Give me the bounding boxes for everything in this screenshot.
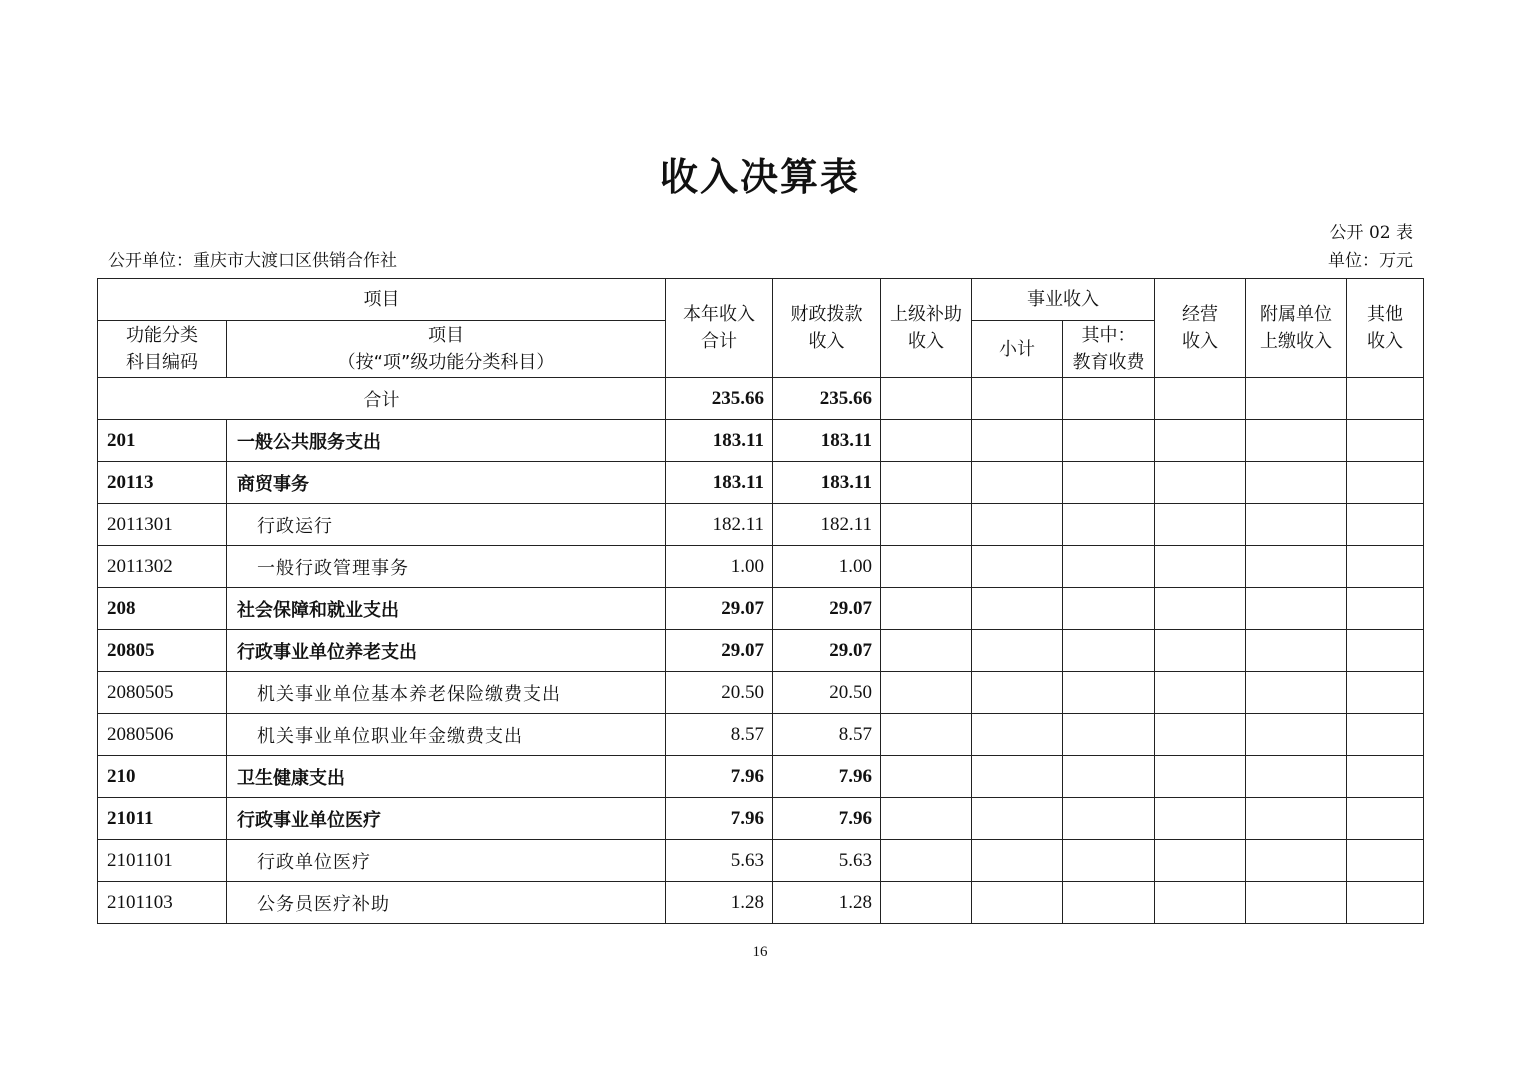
- row-code: 2101103: [98, 882, 227, 924]
- empty-cell: [972, 756, 1063, 798]
- row-total: 182.11: [666, 504, 773, 546]
- table-row: [98, 672, 1424, 714]
- row-name: 社会保障和就业支出: [227, 588, 666, 630]
- row-fiscal: 7.96: [773, 798, 881, 840]
- row-code: 20805: [98, 630, 227, 672]
- total-row: [98, 378, 1424, 420]
- empty-cell: [972, 798, 1063, 840]
- empty-cell: [1246, 630, 1347, 672]
- row-code: 21011: [98, 798, 227, 840]
- page-title: 收入决算表: [659, 155, 860, 199]
- empty-cell: [1063, 420, 1155, 462]
- empty-cell: [881, 672, 972, 714]
- table-row: [98, 714, 1424, 756]
- empty-cell: [1155, 798, 1246, 840]
- empty-cell: [1347, 714, 1424, 756]
- row-total: 1.28: [666, 882, 773, 924]
- income-table: [97, 278, 1424, 924]
- empty-cell: [1347, 840, 1424, 882]
- total-fiscal: 235.66: [773, 378, 881, 420]
- empty-cell: [1155, 420, 1246, 462]
- header-superior: 上级补助 收入: [881, 279, 972, 378]
- row-name: 卫生健康支出: [227, 756, 666, 798]
- row-total: 29.07: [666, 630, 773, 672]
- empty-cell: [1155, 882, 1246, 924]
- total-amount: 235.66: [666, 378, 773, 420]
- row-name: 公务员医疗补助: [227, 882, 666, 924]
- row-name: 机关事业单位基本养老保险缴费支出: [227, 672, 666, 714]
- table-row: [98, 882, 1424, 924]
- row-total: 1.00: [666, 546, 773, 588]
- empty-cell: [1063, 504, 1155, 546]
- row-fiscal: 1.28: [773, 882, 881, 924]
- table-row: [98, 588, 1424, 630]
- header-other: 其他 收入: [1347, 279, 1424, 378]
- empty-cell: [1063, 882, 1155, 924]
- row-name: 行政事业单位养老支出: [227, 630, 666, 672]
- row-fiscal: 183.11: [773, 462, 881, 504]
- row-fiscal: 183.11: [773, 420, 881, 462]
- empty-cell: [972, 630, 1063, 672]
- header-affiliate: 附属单位 上缴收入: [1246, 279, 1347, 378]
- empty-cell: [1246, 798, 1347, 840]
- row-fiscal: 5.63: [773, 840, 881, 882]
- empty-cell: [881, 840, 972, 882]
- table-row: [98, 462, 1424, 504]
- row-code: 208: [98, 588, 227, 630]
- row-code: 2011302: [98, 546, 227, 588]
- empty-cell: [1347, 462, 1424, 504]
- empty-cell: [972, 546, 1063, 588]
- table-row: [98, 630, 1424, 672]
- empty-cell: [1347, 588, 1424, 630]
- row-fiscal: 29.07: [773, 588, 881, 630]
- empty-cell: [881, 546, 972, 588]
- empty-cell: [1347, 672, 1424, 714]
- empty-cell: [1246, 756, 1347, 798]
- empty-cell: [972, 462, 1063, 504]
- empty-cell: [881, 462, 972, 504]
- empty-cell: [972, 840, 1063, 882]
- currency-unit: 单位：万元: [1328, 251, 1413, 271]
- row-total: 7.96: [666, 756, 773, 798]
- row-code: 2101101: [98, 840, 227, 882]
- row-total: 7.96: [666, 798, 773, 840]
- empty-cell: [1063, 546, 1155, 588]
- header-func-code: 功能分类 科目编码: [98, 321, 227, 378]
- row-code: 2011301: [98, 504, 227, 546]
- header-total: 本年收入 合计: [666, 279, 773, 378]
- table-row: [98, 504, 1424, 546]
- empty-cell: [1063, 462, 1155, 504]
- empty-cell: [881, 798, 972, 840]
- row-total: 8.57: [666, 714, 773, 756]
- row-name: 一般行政管理事务: [227, 546, 666, 588]
- empty-cell: [972, 588, 1063, 630]
- header-business-group: 事业收入: [972, 279, 1155, 321]
- empty-cell: [881, 714, 972, 756]
- row-total: 20.50: [666, 672, 773, 714]
- empty-cell: [1246, 840, 1347, 882]
- table-row: [98, 798, 1424, 840]
- empty-cell: [1063, 714, 1155, 756]
- table-row: [98, 546, 1424, 588]
- empty-cell: [972, 420, 1063, 462]
- empty-cell: [1246, 714, 1347, 756]
- empty-cell: [1063, 588, 1155, 630]
- empty-cell: [881, 630, 972, 672]
- empty-cell: [881, 420, 972, 462]
- row-total: 183.11: [666, 420, 773, 462]
- empty-cell: [1246, 462, 1347, 504]
- empty-cell: [1347, 546, 1424, 588]
- empty-cell: [1063, 798, 1155, 840]
- row-fiscal: 182.11: [773, 504, 881, 546]
- table-row: [98, 420, 1424, 462]
- row-code: 210: [98, 756, 227, 798]
- table-row: [98, 756, 1424, 798]
- empty-cell: [1347, 882, 1424, 924]
- row-code: 2080505: [98, 672, 227, 714]
- empty-cell: [972, 672, 1063, 714]
- row-name: 一般公共服务支出: [227, 420, 666, 462]
- total-label: 合计: [98, 378, 666, 420]
- empty-cell: [881, 588, 972, 630]
- header-operating: 经营 收入: [1155, 279, 1246, 378]
- empty-cell: [1155, 672, 1246, 714]
- empty-cell: [1155, 588, 1246, 630]
- reporting-unit: 公开单位：重庆市大渡口区供销合作社: [108, 251, 397, 271]
- empty-cell: [1155, 756, 1246, 798]
- row-fiscal: 29.07: [773, 630, 881, 672]
- table-row: [98, 840, 1424, 882]
- row-name: 机关事业单位职业年金缴费支出: [227, 714, 666, 756]
- row-fiscal: 7.96: [773, 756, 881, 798]
- empty-cell: [1246, 588, 1347, 630]
- empty-cell: [1063, 672, 1155, 714]
- empty-cell: [1246, 504, 1347, 546]
- row-fiscal: 8.57: [773, 714, 881, 756]
- empty-cell: [1347, 504, 1424, 546]
- empty-cell: [1246, 546, 1347, 588]
- empty-cell: [1155, 630, 1246, 672]
- header-fiscal: 财政拨款 收入: [773, 279, 881, 378]
- row-code: 201: [98, 420, 227, 462]
- header-subtotal: 小计: [972, 321, 1063, 378]
- empty-cell: [1155, 840, 1246, 882]
- form-number: 公开 02 表: [1329, 223, 1413, 243]
- row-total: 29.07: [666, 588, 773, 630]
- empty-cell: [1155, 462, 1246, 504]
- empty-cell: [1246, 672, 1347, 714]
- empty-cell: [881, 756, 972, 798]
- row-name: 行政事业单位医疗: [227, 798, 666, 840]
- header-item: 项目 （按“项”级功能分类科目）: [227, 321, 666, 378]
- empty-cell: [1347, 420, 1424, 462]
- header-item-group: 项目: [98, 279, 666, 321]
- empty-cell: [1063, 756, 1155, 798]
- empty-cell: [972, 714, 1063, 756]
- header-edu-fee: 其中： 教育收费: [1063, 321, 1155, 378]
- row-total: 5.63: [666, 840, 773, 882]
- page-number: 16: [752, 944, 768, 960]
- row-code: 2080506: [98, 714, 227, 756]
- empty-cell: [1246, 882, 1347, 924]
- empty-cell: [972, 504, 1063, 546]
- row-code: 20113: [98, 462, 227, 504]
- row-name: 商贸事务: [227, 462, 666, 504]
- empty-cell: [881, 882, 972, 924]
- empty-cell: [1246, 420, 1347, 462]
- empty-cell: [881, 504, 972, 546]
- row-total: 183.11: [666, 462, 773, 504]
- empty-cell: [1347, 798, 1424, 840]
- row-fiscal: 1.00: [773, 546, 881, 588]
- row-name: 行政运行: [227, 504, 666, 546]
- empty-cell: [1347, 630, 1424, 672]
- row-fiscal: 20.50: [773, 672, 881, 714]
- empty-cell: [972, 882, 1063, 924]
- empty-cell: [1347, 756, 1424, 798]
- empty-cell: [1155, 714, 1246, 756]
- empty-cell: [1063, 840, 1155, 882]
- empty-cell: [1155, 546, 1246, 588]
- empty-cell: [1063, 630, 1155, 672]
- empty-cell: [1155, 504, 1246, 546]
- row-name: 行政单位医疗: [227, 840, 666, 882]
